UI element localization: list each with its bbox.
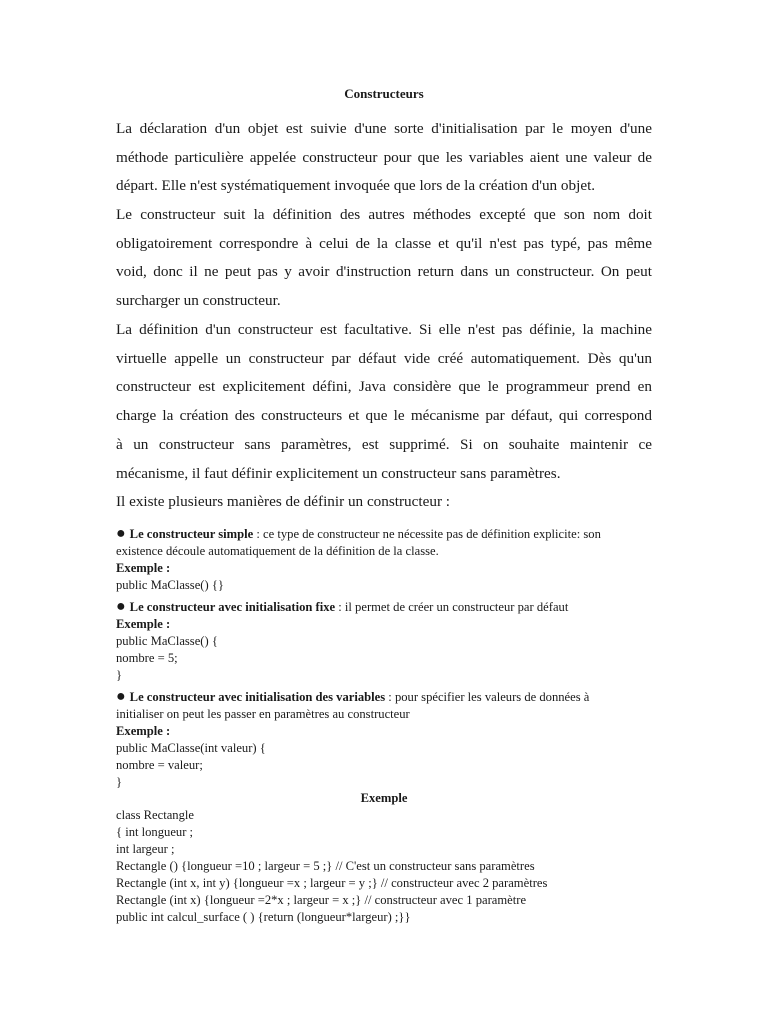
example-label: Exemple : — [116, 724, 171, 738]
bullet-text: : ce type de constructeur ne nécessite pas de définition explicite: son — [253, 527, 601, 541]
code-line: int largeur ; — [116, 842, 175, 856]
paragraph-declaration — [116, 115, 652, 201]
bullet-icon: ● — [116, 525, 126, 542]
bullet-heading: Le constructeur simple — [129, 527, 254, 541]
code-line: Rectangle (int x, int y) {longueur =x ; largeur = y ;} // constructeur avec 2 paramètres — [116, 876, 548, 890]
code-line: nombre = valeur; — [116, 758, 203, 772]
text-line: Il existe plusieurs manières de définir un constructeur : — [116, 493, 451, 510]
bullet-text: : il permet de créer un constructeur par défaut — [335, 600, 569, 614]
text-line: void, donc il ne peut pas y avoir d'instruction return dans un constructeur. On peut — [116, 263, 652, 281]
bullet-fixed-init-constructor — [116, 598, 656, 684]
text-line: La définition d'un constructeur est facultative. Si elle n'est pas définie, la machine — [116, 321, 652, 338]
text-line: La déclaration d'un objet est suivie d'une sorte d'initialisation par le moyen d'une — [116, 120, 652, 137]
paragraph-default-constructor — [116, 316, 652, 488]
bullet-text: : pour spécifier les valeurs de données à — [385, 690, 590, 704]
code-line: public int calcul_surface ( ) {return (longueur*largeur) ;}} — [116, 910, 411, 924]
bullet-line — [116, 525, 656, 543]
text-line: charge la création des constructeurs et que le mécanisme par défaut, qui correspond — [116, 407, 652, 425]
text-line: départ. Elle n'est systématiquement invoquée que lors de la création d'un objet. — [116, 177, 596, 195]
bullet-heading: Le constructeur avec initialisation des variables — [129, 690, 386, 704]
code-line: { int longueur ; — [116, 825, 194, 839]
code-line: Rectangle (int x) {longueur =2*x ; largeur = x ;} // constructeur avec 1 paramètre — [116, 893, 527, 907]
code-line: public MaClasse(int valeur) { — [116, 741, 266, 755]
text-line: virtuelle appelle un constructeur par défaut vide créé automatiquement. Dès qu'un — [116, 349, 652, 367]
bullet-heading: Le constructeur avec initialisation fixe — [129, 600, 336, 614]
text-line: Le constructeur suit la définition des autres méthodes excepté que son nom doit — [116, 206, 652, 223]
bullet-icon: ● — [116, 598, 126, 615]
code-line: } — [116, 668, 123, 682]
code-line: class Rectangle — [116, 808, 194, 822]
bullet-simple-constructor — [116, 525, 656, 594]
code-line: public MaClasse() {} — [116, 578, 224, 592]
text-line: obligatoirement correspondre à celui de la classe et qu'il n'est pas typé, pas même — [116, 234, 652, 252]
bullet-variable-init-constructor — [116, 688, 656, 791]
code-line: public MaClasse() { — [116, 634, 218, 648]
example-label: Exemple : — [116, 561, 171, 575]
text-line: méthode particulière appelée constructeur pour que les variables aient une valeur de — [116, 148, 652, 166]
example-label: Exemple : — [116, 617, 171, 631]
text-line: surcharger un constructeur. — [116, 292, 281, 310]
text-line: mécanisme, il faut définir explicitement un constructeur sans paramètres. — [116, 464, 561, 482]
text-line: à un constructeur sans paramètres, est supprimé. Si on souhaite maintenir ce — [116, 435, 652, 453]
code-line: Rectangle () {longueur =10 ; largeur = 5 ;} // C'est un constructeur sans paramètres — [116, 859, 535, 873]
code-line: } — [116, 775, 123, 789]
bullet-line — [116, 688, 656, 706]
bullet-icon: ● — [116, 688, 126, 705]
bullet-text-continued: existence découle automatiquement de la définition de la classe. — [116, 544, 439, 558]
paragraph-constructor-definition — [116, 201, 652, 316]
example-heading: Exemple — [360, 791, 408, 805]
code-line: nombre = 5; — [116, 651, 178, 665]
bullet-line — [116, 598, 656, 616]
text-line: constructeur est explicitement défini, Java considère que le programmeur prend en — [116, 378, 652, 396]
page-title: Constructeurs — [344, 86, 424, 101]
example-section — [116, 790, 652, 926]
bullet-text-continued: initialiser on peut les passer en paramètres au constructeur — [116, 707, 410, 721]
paragraph-ways-intro — [116, 488, 652, 517]
